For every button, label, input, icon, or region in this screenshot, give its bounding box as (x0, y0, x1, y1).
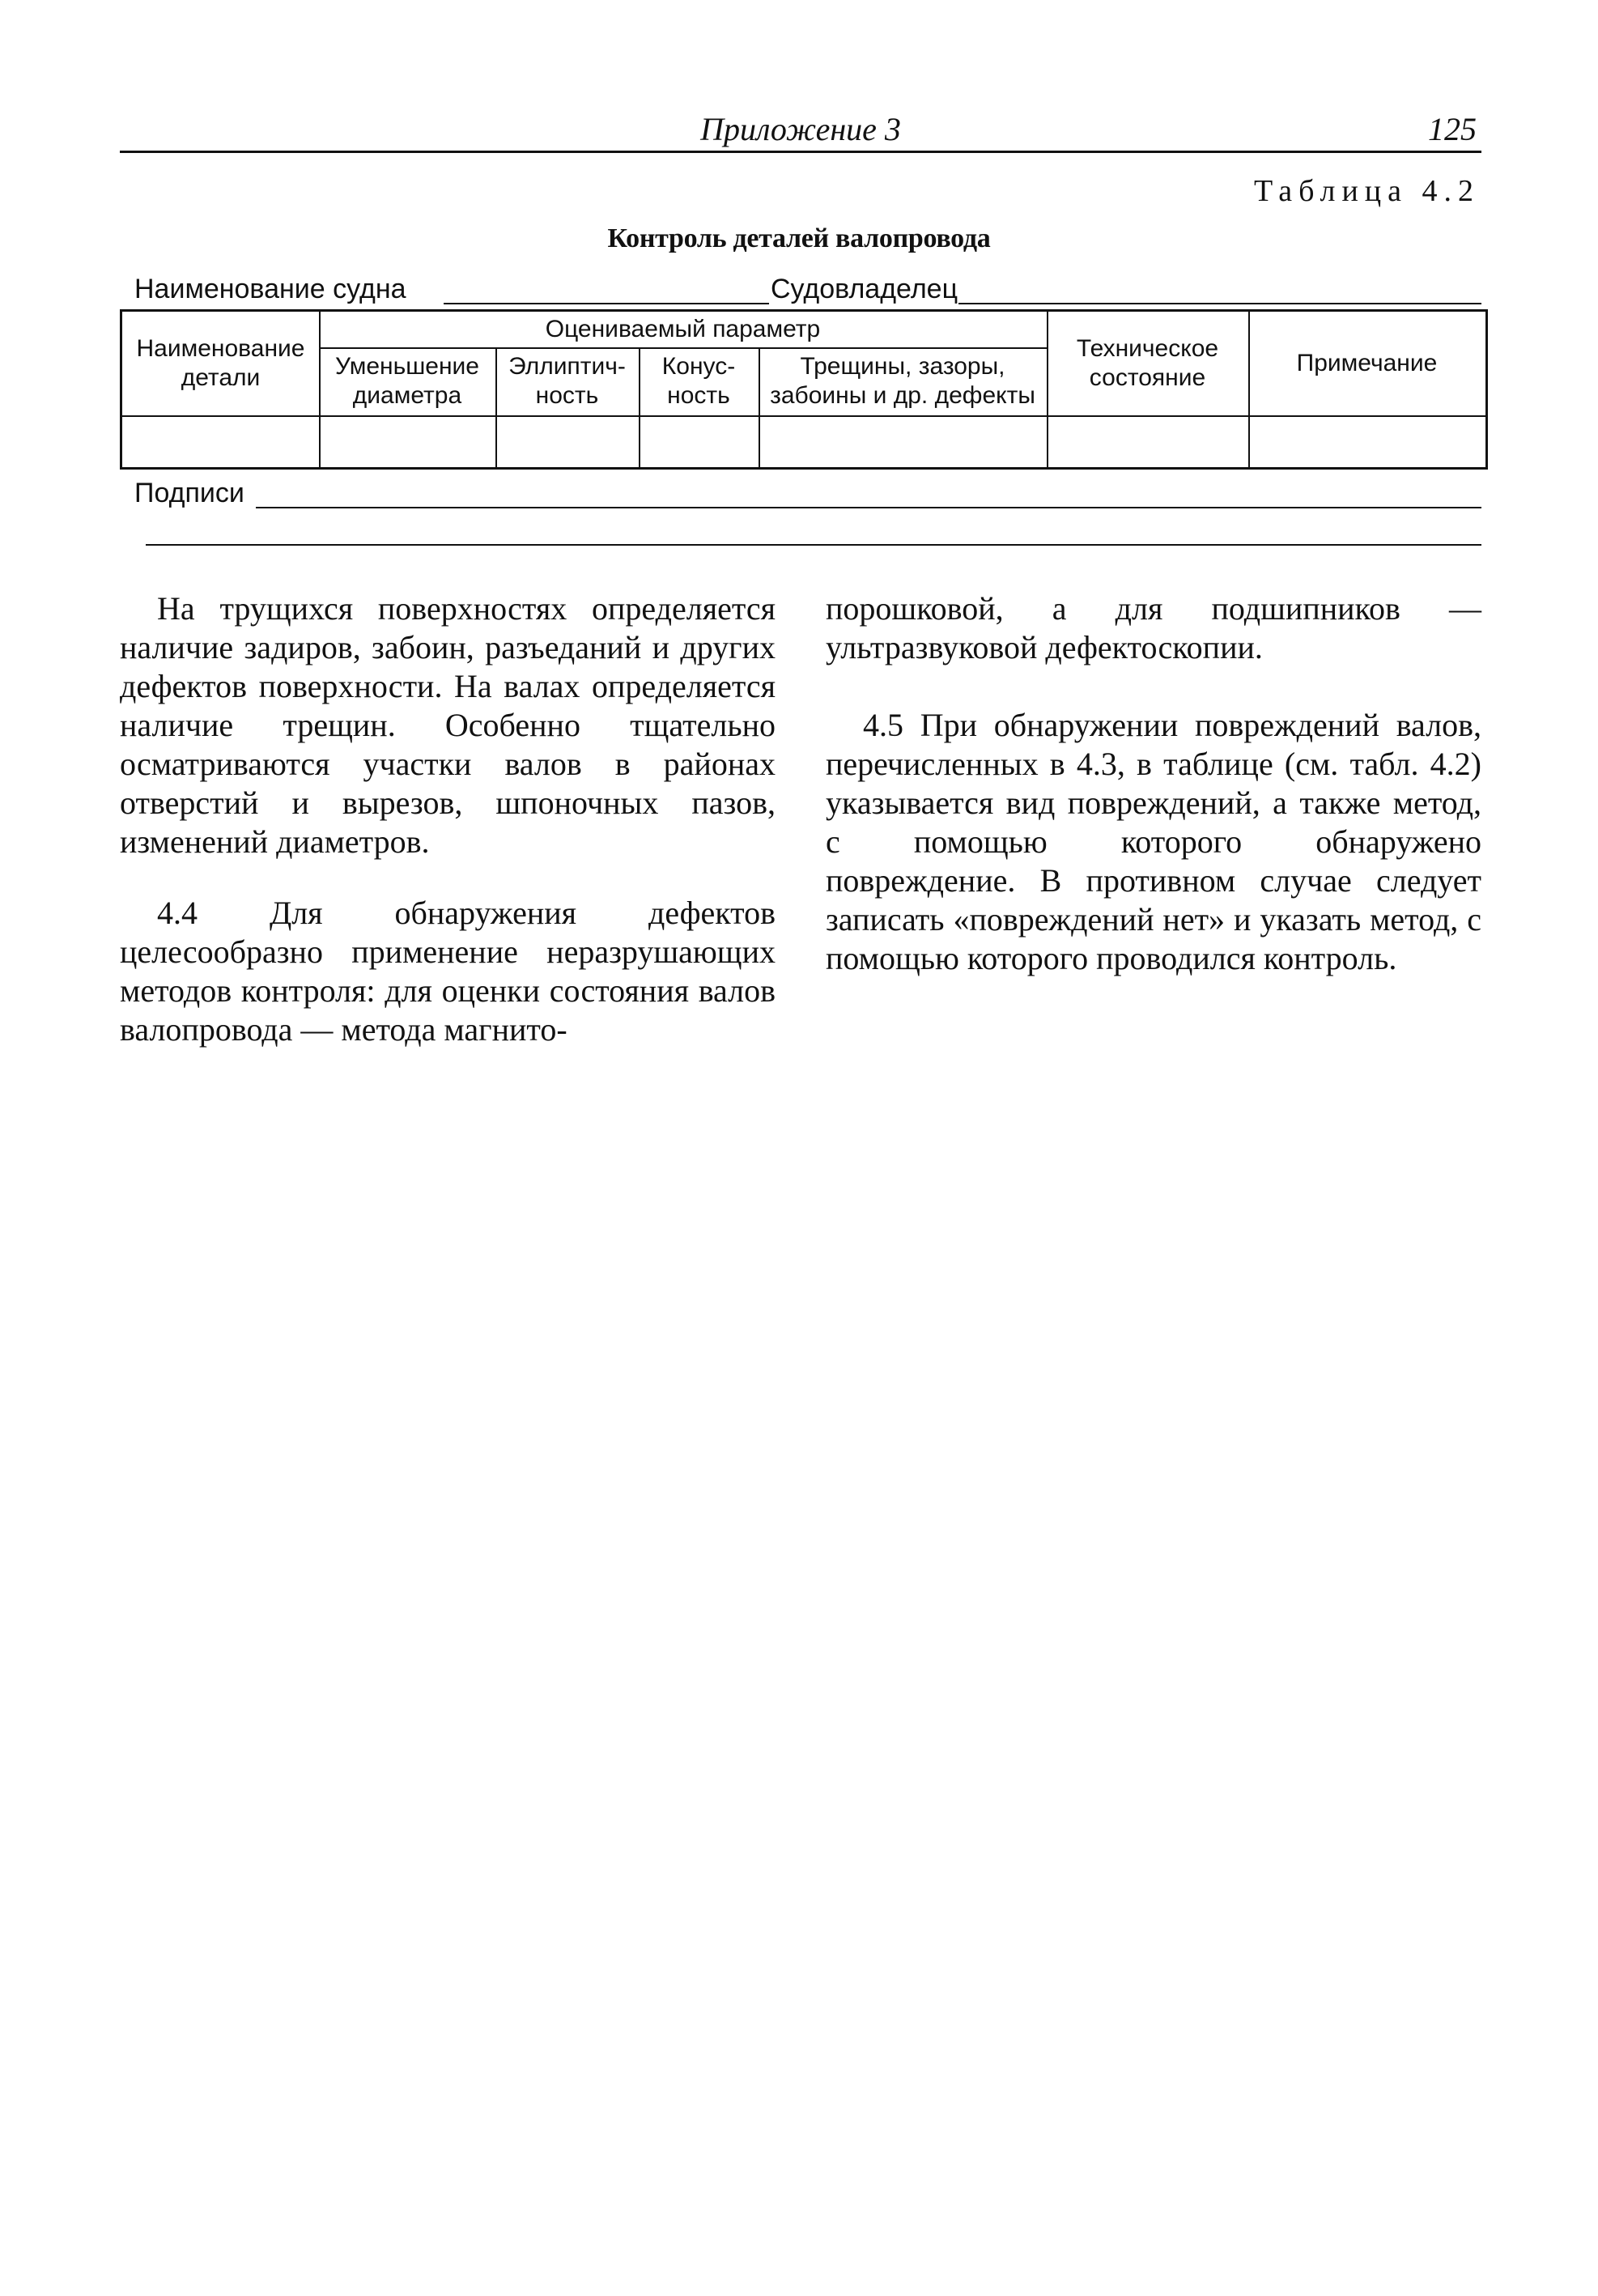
paragraph-4-5 (826, 706, 1481, 978)
paragraph: На трущихся поверхностях определяется наличие задиров, забоин, разъеданий и других дефектов поверхности. На валах определяется наличие трещин. Особенно тщательно осматриваются участки валов в районах отверстий и вырезов, шпоночных пазов, изменений диаметров. (120, 590, 776, 860)
table-cell-empty[interactable] (759, 417, 1047, 467)
ship-owner-label: Судовладелец (771, 274, 958, 304)
running-header (120, 107, 1481, 153)
signatures-label: Подписи (134, 478, 244, 508)
paragraph-continuation: порошковой, а для подшипников — ультразвуковой дефектоскопии. (826, 590, 1481, 665)
header-ellipticity: Эллиптич- ность (508, 353, 626, 409)
table-cell-empty[interactable] (319, 417, 495, 467)
running-header-title: Приложение 3 (700, 111, 901, 147)
clause-number: 4.4 (157, 895, 198, 931)
vessel-owner-line (134, 274, 1481, 309)
paragraph-text: При обнаружении повреждений валов, перечисленных в 4.3, в таблице (см. табл. 4.2) указывается вид повреждений, а также метод, с помощью которого обнаружено повреждение. В противном случае следует записать «повреждений нет» и указать метод, с помощью которого проводился контроль. (826, 707, 1482, 976)
signatures-line (134, 478, 1481, 513)
table-number: Таблица 4.2 (1253, 174, 1480, 208)
page-number: 125 (1428, 111, 1477, 147)
header-part-name: Наименование детали (136, 335, 305, 391)
vessel-name-field[interactable] (444, 303, 769, 304)
header-cracks-defects: Трещины, зазоры, забоины и др. дефекты (770, 353, 1035, 409)
table-cell-empty[interactable] (1047, 417, 1248, 467)
table-cell-empty[interactable] (122, 417, 319, 467)
clause-number: 4.5 (863, 707, 903, 743)
header-taper: Конус- ность (661, 353, 736, 409)
table-cell-empty[interactable] (1248, 417, 1485, 467)
table-title: Контроль деталей валопровода (607, 223, 991, 253)
header-technical-condition: Техническое состояние (1076, 335, 1219, 391)
ship-owner-field[interactable] (958, 303, 1481, 304)
table-cell-empty[interactable] (495, 417, 639, 467)
right-text-column (826, 589, 1481, 978)
header-evaluated-parameter: Оцениваемый параметр (545, 316, 821, 342)
vessel-name-label: Наименование судна (134, 274, 406, 304)
signatures-field-extra[interactable] (146, 544, 1481, 546)
shafting-control-table (120, 309, 1488, 470)
table-cell-empty[interactable] (639, 417, 759, 467)
paragraph-text: Для обнаружения дефектов целесообразно применение неразрушающих методов контроля: для оценки состояния валов валопровода — метода магнито- (120, 895, 776, 1048)
signatures-field[interactable] (256, 507, 1481, 508)
paragraph-4-4 (120, 894, 776, 1049)
header-diameter-reduction: Уменьшение диаметра (335, 353, 479, 409)
left-text-column (120, 589, 776, 1049)
header-note: Примечание (1296, 350, 1438, 376)
